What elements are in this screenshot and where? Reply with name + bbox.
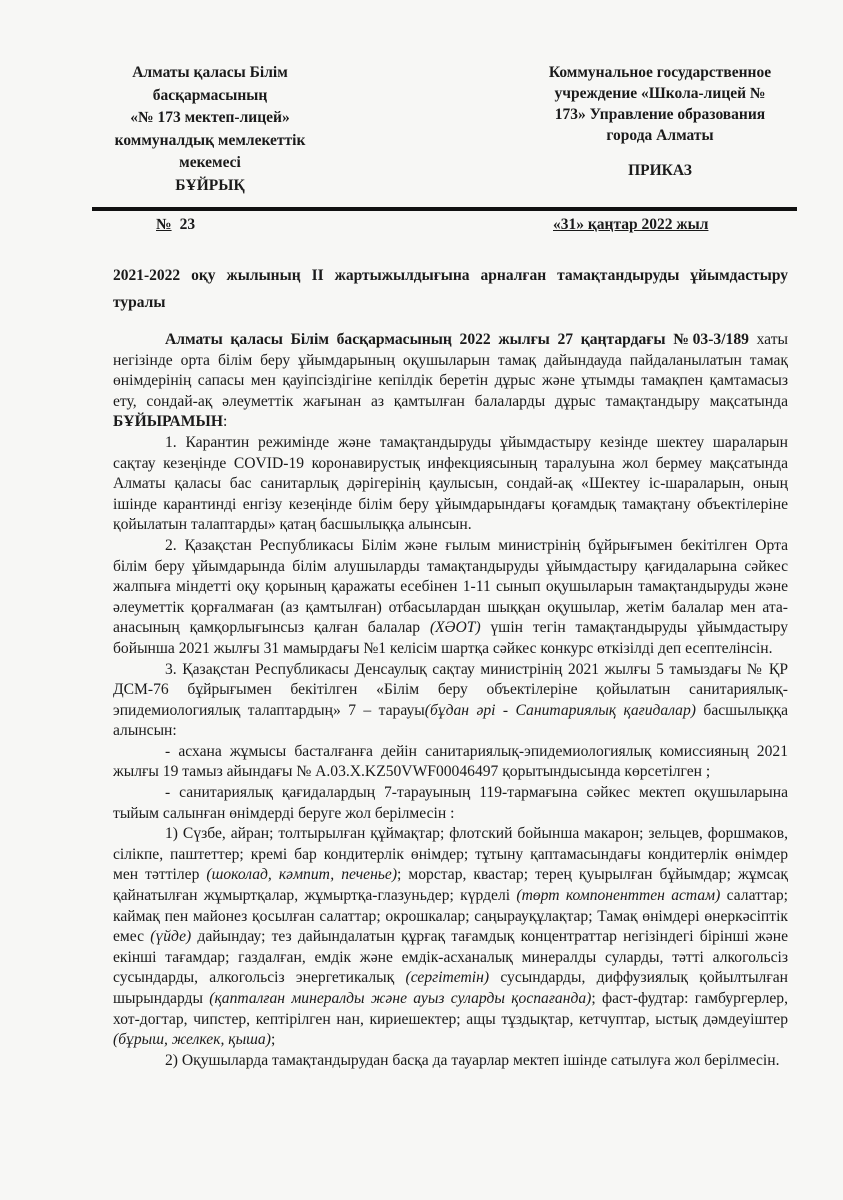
preamble: [113, 330, 788, 433]
sub-item-1-text: ;: [270, 1031, 276, 1049]
item-2-text: 2. Қазақстан Республикасы Білім және ғылым министрінің бұйрығымен бекітілген Орта білім беру ұйымдарында білім алушыларды тамақтандыруды ұйымдастыру қағидаларына сәйкес жалпыға міндетті оқу қорының қаражаты есебінен 1-11 сынып оқушыларын тамақтандыруды және әлеуметтік қорғалмаған (аз қамтылған) отбасылардан шыққан оқушылар, жетім балалар мен ата-анасының қамқорлығынсыз қалған балалар: [113, 536, 788, 637]
sub-item-1-text: ; морстар, квастар; терең қуырылған бұйымдар; жұмсақ қайнатылған жұмыртқалар, жұмыртқа-глазуньдер; күрделі: [113, 866, 788, 905]
order-word: БҰЙЫРАМЫН: [113, 413, 223, 431]
dash-item-1: - асхана жұмысы басталғанға дейін санитариялық-эпидемиологиялық комиссияның 2021 жылғы 19 тамыз айындағы № A.03.X.KZ50VWF00046497 қорытындысында көрсетілген ;: [113, 742, 788, 781]
sub-item-1-text: дайындау; тез дайындалатын құрғақ тағамдық концентраттар негізіндегі бірінші және екінші тағамдар; газдалған, емдік және емдік-асханалық минералды суларды, тәтті алкогольсіз сусындарды, алкогольсіз энергетикалық: [113, 928, 788, 987]
number-sign: №: [156, 216, 172, 233]
header-russian: [530, 62, 790, 181]
header-left-line: «№ 173 мектеп-лицей»: [130, 109, 290, 126]
item-3-text: 3. Қазақстан Республикасы Денсаулық сақтау министрінің 2021 жылғы 5 тамыздағы № ҚР ДСМ-76 бұйрығымен бекітілген «Білім беру объектілеріне қойылатын санитариялық-эпидемиологиялық талаптардың» 7 – тарауы: [113, 660, 788, 719]
preamble-lead: Алматы қаласы Білім басқармасының 2022 жылғы 27 қаңтардағы №03-3/189: [165, 331, 749, 348]
sub-item-2: 2) Оқушыларда тамақтандырудан басқа да тауарлар мектеп ішінде сатылуға жол берілмесін.: [165, 1051, 780, 1069]
header-kazakh: [100, 62, 320, 197]
sub-item-1-text: 1) Сүзбе, айран; толтырылған құймақтар; флотский бойынша макарон; зельцев, форшмаков, сілікпе, паштеттер; кремі бар кондитерлік өнімдер; тұтыну қаптамасындағы кондитерлік өнімдер мен тәттілер: [113, 825, 788, 884]
sub-item-1-italic: (төрт компоненттен астам): [516, 887, 721, 905]
order-date: «31» қаңтар 2022 жыл: [553, 216, 709, 233]
preamble-text: хаты негізінде орта білім беру ұйымдарының оқушыларын тамақ дайындауда пайдаланылатын тамақ өнімдерінің сапасы мен қауіпсіздігіне кепілдік беретін дұрыс және ұтымды тамақпен қамтамасыз ету, сондай-ақ әлеуметтік жағынан аз қамтылған балаларды дұрыс тамақтандыру мақсатында: [113, 331, 788, 410]
header-left-line: Алматы қаласы Білім: [132, 64, 288, 81]
item-1: 1. Карантин режимінде және тамақтандыруды ұйымдастыру кезінде шектеу шараларын сақтау кезеңінде COVID-19 коронавирустық инфекциясының таралуына жол бермеу мақсатында Алматы қаласы бас санитарлық дәрігерінің қаулысын, сондай-ақ «Шектеу іс-шараларын, оның ішінде карантинді енгізу кезеңінде білім беру ұйымдарындағы қоғамдық тамақтану объектілеріне қойылатын талаптарды» қатаң басшылыққа алынсын.: [113, 433, 788, 534]
header-right-line: Коммунальное государственное: [548, 64, 772, 81]
doc-type-kazakh: БҰЙРЫҚ: [175, 176, 245, 194]
sub-item-1-italic: (сергітетін): [405, 969, 490, 987]
header-left-line: мекемесі: [179, 154, 241, 171]
order-number-value: 23: [179, 216, 196, 233]
sub-item-1-text: ; фаст-фудтар: гамбургерлер, хот-догтар, чипстер, кептірілген нан, кириешектер; ащы тұздықтар, кетчуптар, ыстық дәмдеуіштер: [113, 990, 788, 1028]
order-body: [113, 330, 788, 1071]
doc-type-russian: ПРИКАЗ: [628, 162, 692, 179]
sub-item-1-italic: (шоколад, кәмпит, печенье): [206, 866, 398, 884]
header-right-line: учреждение «Школа-лицей №: [554, 85, 766, 102]
sub-item-1-text: салаттар; каймақ пен майонез қосылған салаттар; окрошкалар; саңырауқұлақтар; Тамақ өнімдері өнеркәсіптік емес: [113, 887, 788, 946]
item-2: [113, 536, 788, 660]
header-right-line: 173» Управление образования: [554, 106, 766, 123]
item-2-text-end: үшін тегін тамақтандыруды ұйымдастыру бойынша 2021 жылғы 31 мамырдағы №1 келісім шартқа сәйкес конкурс өткізілді деп есептелінсін.: [113, 619, 789, 657]
header-divider: [92, 207, 797, 211]
order-number: [156, 216, 195, 234]
item-3: [113, 660, 788, 742]
sub-item-1-italic: (қапталған минералды және ауыз суларды қоспағанда): [209, 990, 592, 1007]
header-left-line: басқармасының: [152, 86, 268, 104]
preamble-colon: :: [222, 413, 228, 431]
sub-item-1: [113, 824, 788, 1051]
sub-item-1-text: сусындарды, диффузиялық қойылтылған шырындарды: [113, 969, 788, 1007]
header-left-line: коммуналдық мемлекеттік: [114, 131, 306, 149]
order-title: 2021-2022 оқу жылының ІІ жартыжылдығына арналған тамақтандыруды ұйымдастыру туралы: [113, 267, 788, 311]
item-3-text-end: басшылыққа алынсын:: [113, 701, 789, 740]
sub-item-1-italic: (үйде): [150, 928, 192, 946]
item-3-italic: (бұдан әрі - Санитариялық қағидалар): [424, 701, 696, 719]
sub-item-1-italic: (бұрыш, желкек, қыша): [113, 1031, 271, 1049]
dash-item-2: - санитариялық қағидалардың 7-тарауының 119-тармағына сәйкес мектеп оқушыларына тыйым салынған өнімдерді беруге жол берілмесін :: [113, 784, 788, 822]
header-right-line: города Алматы: [606, 127, 714, 144]
item-2-abbr: (ХӘОТ): [429, 619, 481, 637]
